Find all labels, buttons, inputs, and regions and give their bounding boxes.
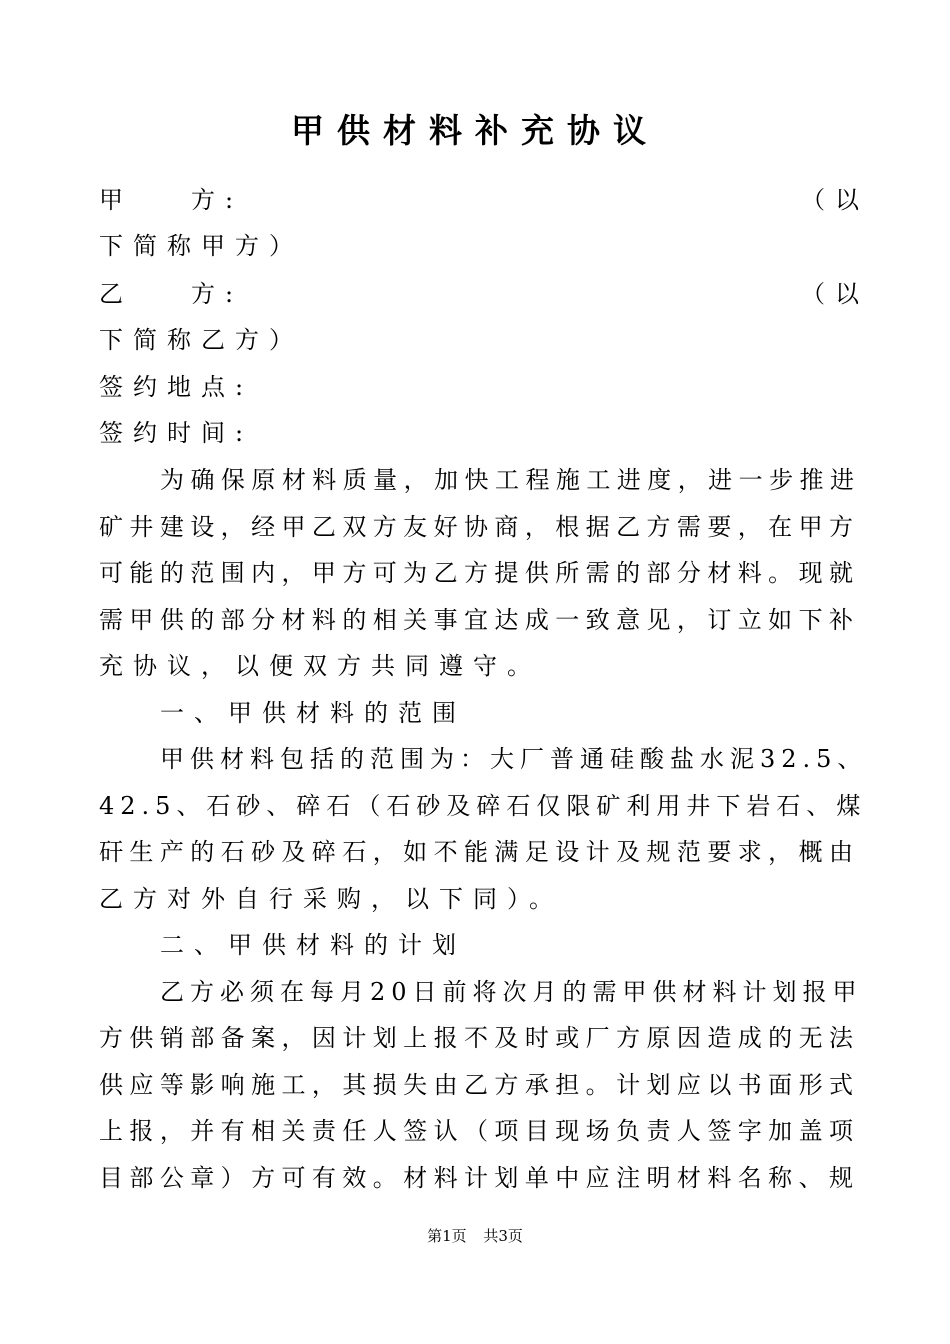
section-2-line-1: 乙方必须在每月20日前将次月的需甲供材料计划报甲 (160, 978, 863, 1006)
section-2-line-2: 方供销部备案，因计划上报不及时或厂方原因造成的无法 (99, 1024, 859, 1052)
party-a-row (99, 183, 869, 217)
party-a-label (99, 183, 243, 217)
intro-line-4: 需甲供的部分材料的相关事宜达成一致意见，订立如下补 (99, 606, 859, 634)
section-1-line-4: 乙方对外自行采购，以下同）。 (99, 885, 563, 913)
party-b-label-colon: 方: (191, 280, 244, 308)
intro-line-5: 充协议，以便双方共同遵守。 (99, 652, 541, 680)
page-title: 甲供材料补充协议 (291, 111, 659, 150)
section-1-heading: 一、甲供材料的范围 (160, 699, 466, 727)
party-b-row (99, 277, 869, 311)
party-a-label-char: 甲 (99, 186, 133, 214)
sign-time: 签约时间: (99, 419, 254, 447)
section-1-line-1: 甲供材料包括的范围为：大厂普通硅酸盐水泥32.5、 (160, 745, 868, 773)
section-2-line-5: 目部公章）方可有效。材料计划单中应注明材料名称、规 (99, 1164, 859, 1192)
party-b-continuation: 下简称乙方） (99, 326, 303, 354)
section-1-line-2: 42.5、石砂、碎石（石砂及碎石仅限矿利用井下岩石、煤 (99, 792, 867, 820)
party-b-label-char: 乙 (99, 280, 133, 308)
party-b-label (99, 277, 243, 311)
page-footer (0, 1226, 950, 1246)
section-1-line-3: 矸生产的石砂及碎石，如不能满足设计及规范要求，概由 (99, 838, 859, 866)
intro-line-1: 为确保原材料质量，加快工程施工进度，进一步推进 (160, 466, 860, 494)
sign-place: 签约地点: (99, 373, 254, 401)
party-a-continuation: 下简称甲方） (99, 232, 303, 260)
page-number: 第1页 (427, 1227, 467, 1245)
page-total: 共3页 (483, 1227, 523, 1245)
section-2-line-4: 上报，并有相关责任人签认（项目现场负责人签字加盖项 (99, 1117, 859, 1145)
party-b-suffix: （以 (801, 280, 869, 308)
party-a-suffix: （以 (801, 186, 869, 214)
party-a-label-colon: 方: (191, 186, 244, 214)
intro-line-2: 矿井建设，经甲乙双方友好协商，根据乙方需要，在甲方 (99, 513, 859, 541)
section-2-heading: 二、甲供材料的计划 (160, 931, 466, 959)
section-2-line-3: 供应等影响施工，其损失由乙方承担。计划应以书面形式 (99, 1071, 859, 1099)
intro-line-3: 可能的范围内，甲方可为乙方提供所需的部分材料。现就 (99, 559, 859, 587)
